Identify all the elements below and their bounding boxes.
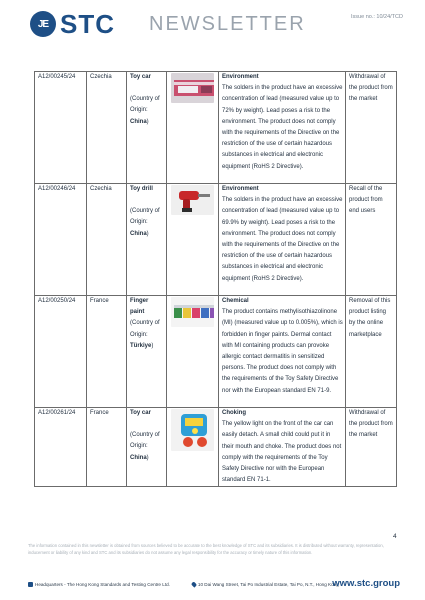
table-row	[35, 296, 397, 408]
table-row	[35, 408, 397, 487]
recall-table	[34, 71, 397, 487]
risk-type: Environment	[222, 74, 259, 80]
risk-type: Environment	[222, 186, 259, 192]
origin-close: )	[146, 230, 149, 237]
disclaimer-text: The information contained in this newsletter is obtained from sources believed to be accurate to the best knowledge of STC and its subsidiaries. It is distributed without warranty, representation, inducement or liability of any kind and STC and its subsidiaries do not assume any legal responsibility for the accuracy or timely nature of this information.	[28, 543, 384, 555]
origin-label: (Country of Origin:	[130, 208, 160, 226]
building-icon	[28, 582, 33, 587]
origin-label: (Country of Origin:	[130, 96, 160, 114]
address-text: 10 Dai Wang Street, Tai Po Industrial Estate, Tai Po, N.T., Hong Kong	[197, 582, 339, 587]
table-row	[35, 72, 397, 184]
risk-description: The solders in the product have an excessive concentration of lead (measured value up to 72% by weight). Lead poses a risk to the environment. The product does not comply with the requirements of the Directive on the restriction of the use of certain hazardous substances in electrical and electronic equipment (RoHS 2 Directive).	[222, 85, 343, 170]
origin-country: Türkiye	[130, 342, 152, 349]
origin-close: )	[151, 342, 154, 349]
image-cell	[167, 296, 219, 408]
origin-country: China	[130, 454, 147, 461]
product-name: Toy car	[130, 74, 151, 80]
country-cell: France	[87, 296, 127, 408]
origin-label: (Country of Origin:	[130, 320, 160, 338]
newsletter-title: NEWSLETTER	[149, 13, 306, 35]
image-cell	[167, 184, 219, 296]
product-cell	[127, 184, 167, 296]
image-cell	[167, 72, 219, 184]
finger-paint-photo-icon	[171, 297, 214, 327]
risk-description: The product contains methylisothiazolinone (MI) (measured value up to 0.005%), which is forbidden in finger paints. Dermal contact with MI containing products can provoke allergic contact dermatitis in sensitized persons. The product does not comply with the requirements of the Toy Safety Directive nor with the European standard EN 71-9.	[222, 309, 343, 394]
risk-description: The yellow light on the front of the car can easily detach. A small child could put it in their mouth and choke. The product does not comply with the requirements of the Toy Safety Directive nor with the European standard EN 71-1.	[222, 421, 342, 484]
reference-cell: A12/00261/24	[35, 408, 87, 487]
reference-cell: A12/00246/24	[35, 184, 87, 296]
toy-car-photo-icon	[171, 409, 214, 451]
measure-cell: Withdrawal of the product from the market	[346, 72, 397, 184]
measure-cell: Withdrawal of the product from the market	[346, 408, 397, 487]
image-cell	[167, 408, 219, 487]
country-cell: France	[87, 408, 127, 487]
toy-car-photo-icon	[171, 73, 214, 103]
product-name: Toy car	[130, 410, 151, 416]
product-name: Toy drill	[130, 186, 153, 192]
country-cell: Czechia	[87, 72, 127, 184]
risk-cell	[219, 296, 346, 408]
headquarters-label: Headquarters - The Hong Kong Standards and Testing Centre Ltd.	[35, 582, 170, 587]
product-cell	[127, 408, 167, 487]
origin-close: )	[146, 118, 149, 125]
page-footer	[0, 533, 425, 600]
issue-number: Issue no.: 10/24/TCD	[351, 14, 403, 20]
product-name: Finger paint	[130, 298, 149, 316]
product-cell	[127, 72, 167, 184]
risk-description: The solders in the product have an excessive concentration of lead (measured value up to 69.9% by weight). Lead poses a risk to the environment. The product does not comply with the requirements of the Directive on the restriction of the use of certain hazardous substances in electrical and electronic equipment (RoHS 2 Directive).	[222, 197, 343, 282]
measure-cell: Removal of this product listing by the online marketplace	[346, 296, 397, 408]
stc-logo-mark-icon: JE	[30, 11, 56, 37]
stc-logo	[30, 11, 115, 37]
measure-cell: Recall of the product from end users	[346, 184, 397, 296]
country-cell: Czechia	[87, 184, 127, 296]
reference-cell: A12/00250/24	[35, 296, 87, 408]
risk-type: Chemical	[222, 298, 249, 304]
table-row	[35, 184, 397, 296]
origin-label: (Country of Origin:	[130, 432, 160, 450]
risk-cell	[219, 72, 346, 184]
toy-drill-photo-icon	[171, 185, 214, 215]
risk-cell	[219, 408, 346, 487]
risk-cell	[219, 184, 346, 296]
origin-close: )	[146, 454, 149, 461]
origin-country: China	[130, 118, 147, 125]
origin-country: China	[130, 230, 147, 237]
location-pin-icon	[191, 581, 197, 587]
reference-cell: A12/00245/24	[35, 72, 87, 184]
page-header	[0, 0, 425, 50]
page-number: 4	[393, 533, 397, 540]
risk-type: Choking	[222, 410, 246, 416]
website-link[interactable]: www.stc.group	[332, 578, 400, 589]
footer-address	[28, 582, 339, 587]
stc-logo-text: STC	[60, 9, 115, 39]
product-cell	[127, 296, 167, 408]
